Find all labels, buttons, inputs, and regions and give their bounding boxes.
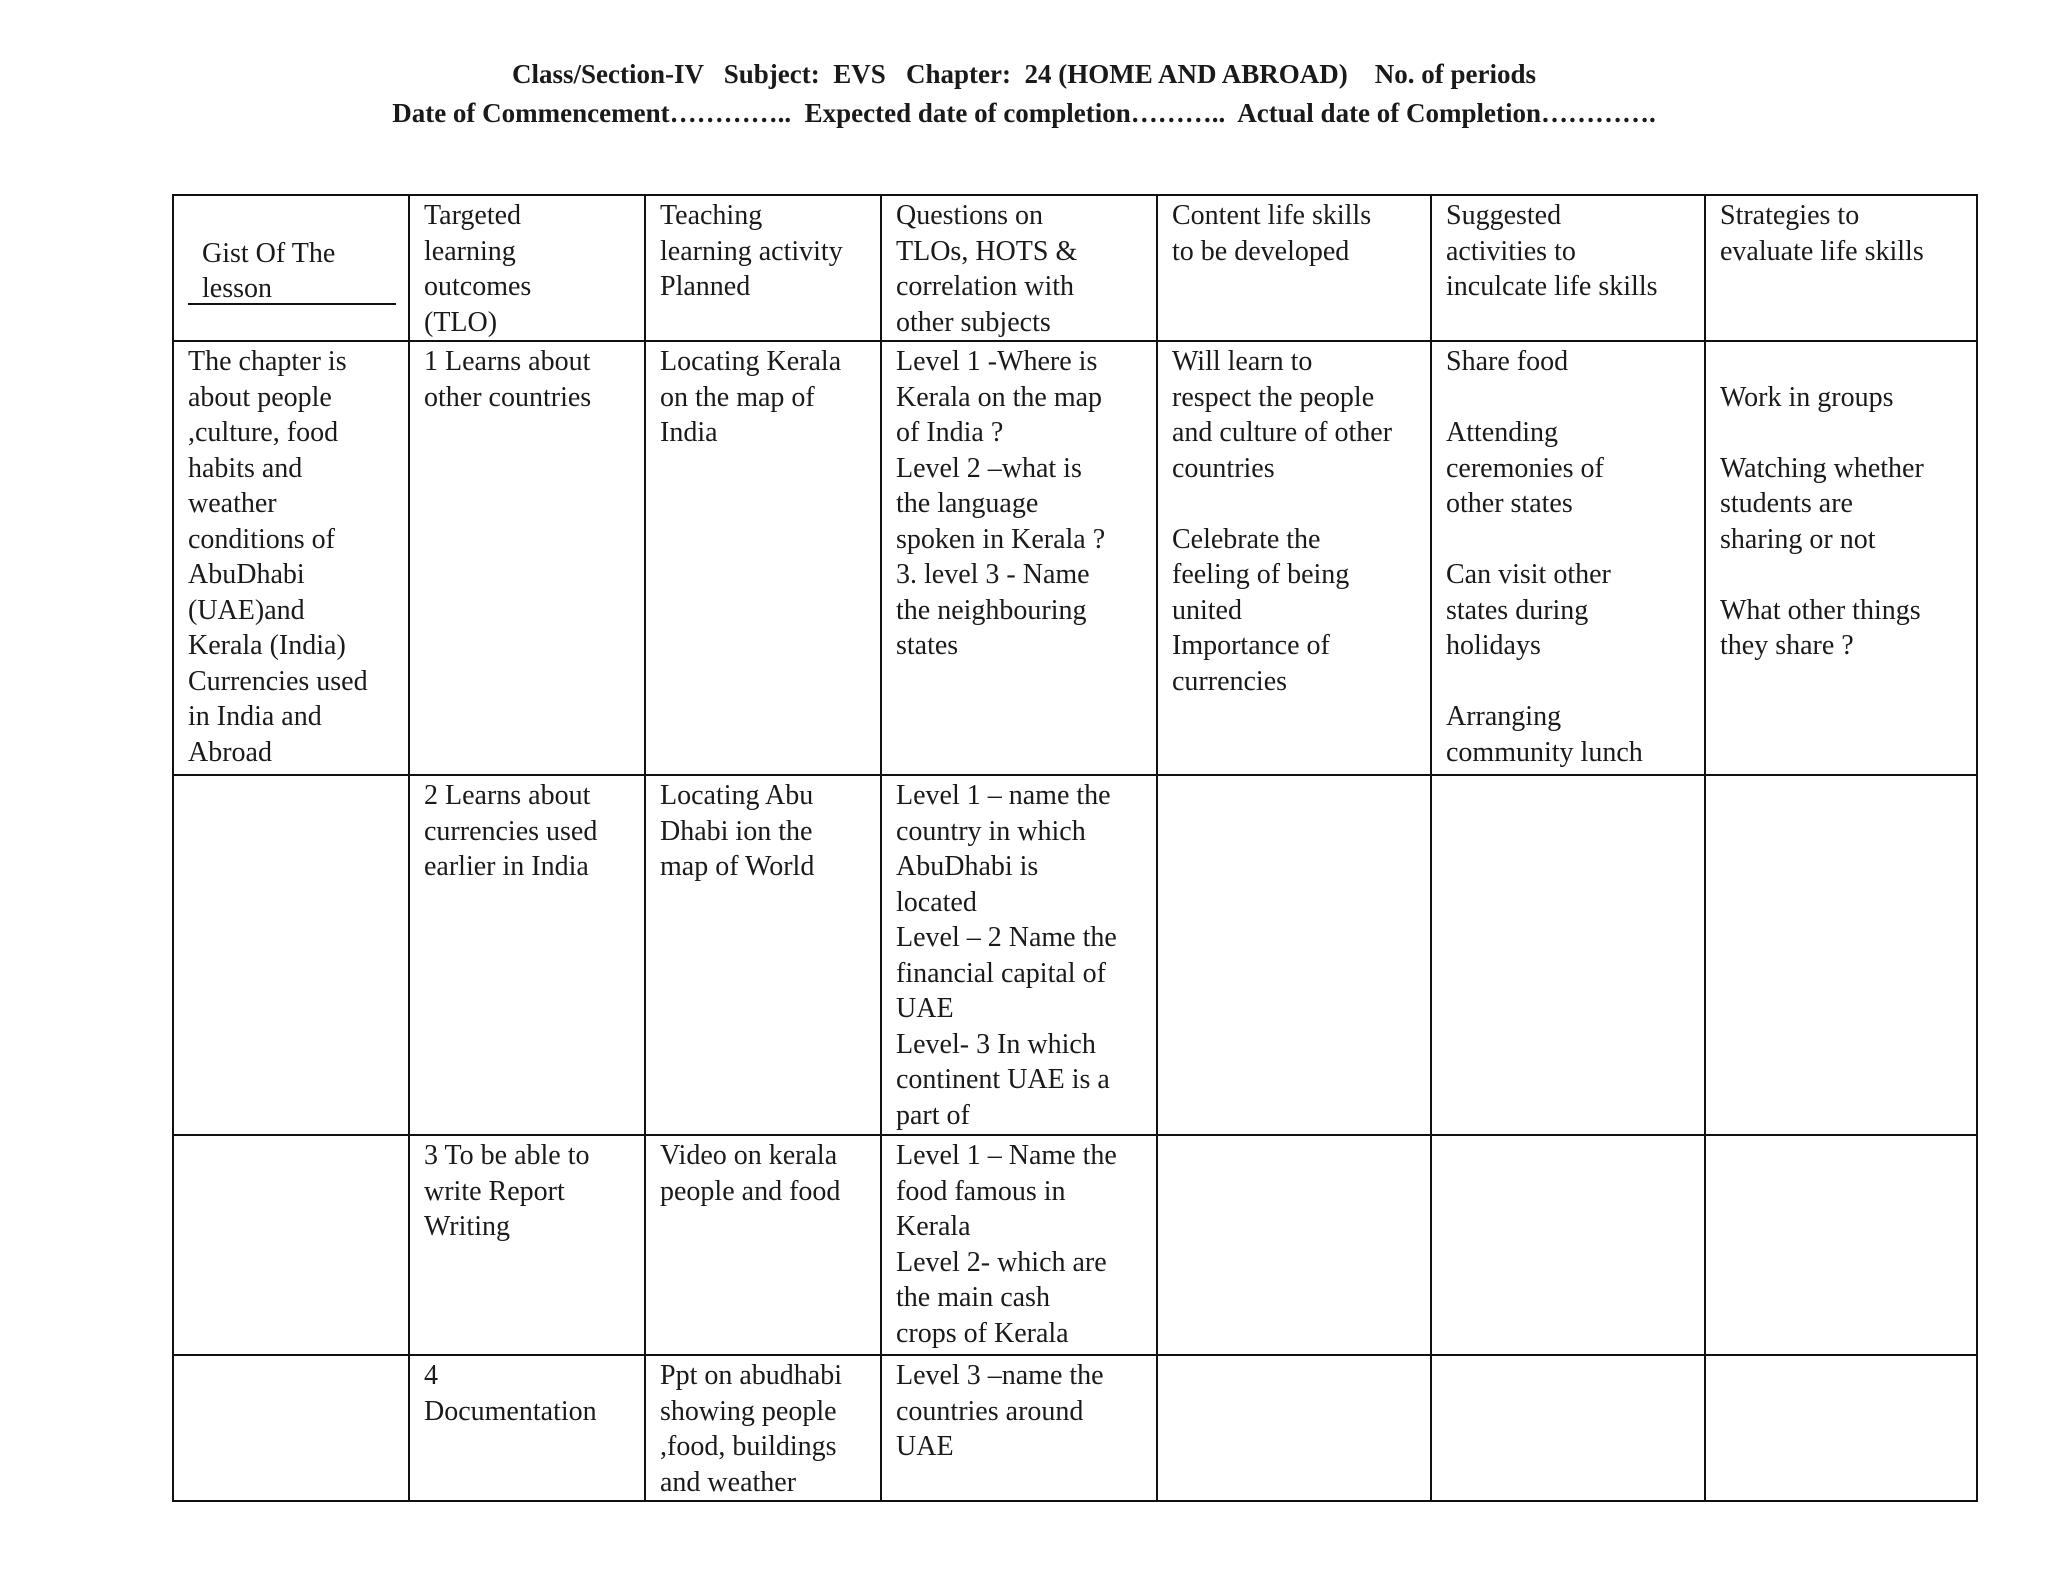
suggested-activities-cell (1431, 1135, 1705, 1355)
table-row (173, 1355, 1977, 1501)
gist-cell (173, 1355, 409, 1501)
suggested-activities-cell (1431, 775, 1705, 1135)
strategies-cell (1705, 775, 1977, 1135)
gist-cell (173, 775, 409, 1135)
table-header-row (173, 195, 1977, 341)
questions-cell: Level 1 -Where is Kerala on the map of India ? Level 2 –what is the language spoken in Kerala ? 3. level 3 - Name the neighbouring states (881, 341, 1157, 775)
suggested-activities-cell: Share food Attending ceremonies of other states Can visit other states during holidays Arranging community lunch (1431, 341, 1705, 775)
header-questions: Questions on TLOs, HOTS & correlation with other subjects (881, 195, 1157, 341)
activity-cell: Ppt on abudhabi showing people ,food, buildings and weather (645, 1355, 881, 1501)
table-row (173, 775, 1977, 1135)
activity-cell: Locating Abu Dhabi ion the map of World (645, 775, 881, 1135)
activity-cell: Locating Kerala on the map of India (645, 341, 881, 775)
tlo-cell: 2 Learns about currencies used earlier in India (409, 775, 645, 1135)
tlo-cell: 4 Documentation (409, 1355, 645, 1501)
life-skills-cell (1157, 1135, 1431, 1355)
questions-cell: Level 3 –name the countries around UAE (881, 1355, 1157, 1501)
gist-cell (173, 1135, 409, 1355)
questions-cell: Level 1 – name the country in which AbuDhabi is located Level – 2 Name the financial capital of UAE Level- 3 In which continent UAE is a part of (881, 775, 1157, 1135)
tlo-cell: 3 To be able to write Report Writing (409, 1135, 645, 1355)
activity-cell: Video on kerala people and food (645, 1135, 881, 1355)
strategies-cell (1705, 1135, 1977, 1355)
header-gist: Gist Of The lesson (188, 234, 396, 305)
strategies-cell: Work in groups Watching whether students are sharing or not What other things they share ? (1705, 341, 1977, 775)
strategies-cell (1705, 1355, 1977, 1501)
questions-cell: Level 1 – Name the food famous in Kerala Level 2- which are the main cash crops of Kerala (881, 1135, 1157, 1355)
header-activity: Teaching learning activity Planned (645, 195, 881, 341)
suggested-activities-cell (1431, 1355, 1705, 1501)
header-tlo: Targeted learning outcomes (TLO) (409, 195, 645, 341)
header-strategies: Strategies to evaluate life skills (1705, 195, 1977, 341)
lesson-plan-table (172, 194, 1978, 1502)
header-suggested-activities: Suggested activities to inculcate life skills (1431, 195, 1705, 341)
life-skills-cell: Will learn to respect the people and culture of other countries Celebrate the feeling of being united Importance of currencies (1157, 341, 1431, 775)
header-life-skills: Content life skills to be developed (1157, 195, 1431, 341)
gist-cell: The chapter is about people ,culture, food habits and weather conditions of AbuDhabi (UAE)and Kerala (India) Currencies used in India and Abroad (173, 341, 409, 775)
header-gist-cell (173, 195, 409, 341)
life-skills-cell (1157, 1355, 1431, 1501)
table-row (173, 341, 1977, 775)
table-row (173, 1135, 1977, 1355)
header-class-subject-chapter: Class/Section-IV Subject: EVS Chapter: 24 (HOME AND ABROAD) No. of periods (511, 59, 1536, 89)
header-dates: Date of Commencement………….. Expected date of completion……….. Actual date of Completion…………. (392, 98, 1656, 128)
life-skills-cell (1157, 775, 1431, 1135)
tlo-cell: 1 Learns about other countries (409, 341, 645, 775)
